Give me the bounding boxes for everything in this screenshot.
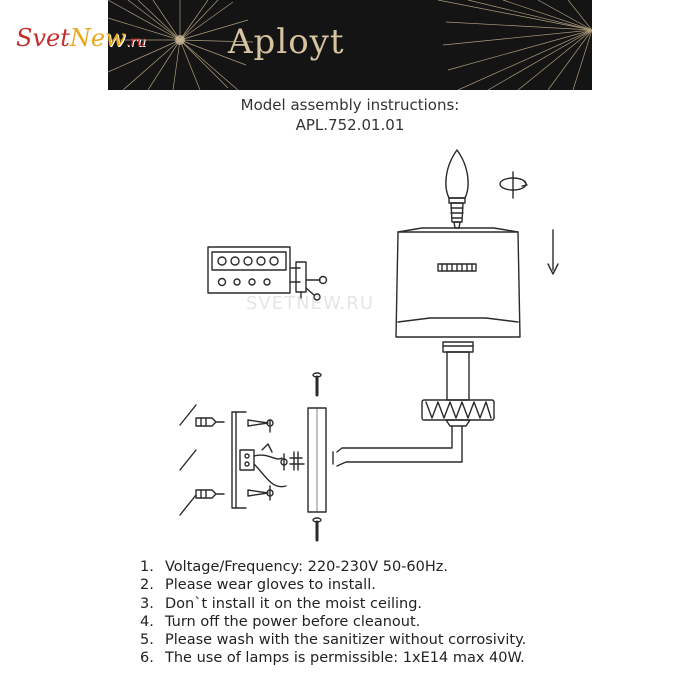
safety-notes-list [140,558,526,668]
wall-hatching [180,405,196,515]
terminal-block [240,444,304,487]
model-number: APL.752.01.01 [295,116,405,134]
bracket-screw-icon [248,486,273,500]
decorative-cup [422,400,494,426]
list-item: 4. Turn off the power before cleanout. [140,613,421,630]
lamp-shade [396,228,520,337]
page-title: Model assembly instructions: [240,96,460,114]
list-item: 2. Please wear gloves to install. [140,577,376,594]
bracket-screw-icon [248,420,273,432]
wall-dowel-icon [196,490,224,498]
candle-bulb-icon [446,150,468,228]
rotate-icon [500,172,527,198]
wall-plate [308,408,326,512]
brand-name: Aployt [228,22,345,62]
list-item: 6. The use of lamps is permissible: 1xE14 max 40W. [140,650,525,667]
site-watermark-text: SVETNEW.RU [246,293,375,314]
logo-part-tld: .ru [125,34,146,50]
screw-bottom-icon [313,518,321,540]
lamp-socket [443,342,473,400]
list-item: 1. Voltage/Frequency: 220-230V 50-60Hz. [140,559,448,575]
mounting-bracket [232,412,246,508]
screw-top-icon [313,373,321,395]
list-item: 3. Don`t install it on the moist ceiling. [140,595,423,612]
lamp-arm [333,426,462,466]
list-item: 5. Please wash with the sanitizer without corrosivity. [140,632,527,649]
logo-part-svet: Svet [16,24,70,52]
logo-part-new: New [69,24,126,52]
wall-dowel-icon [196,418,224,426]
arrow-down-icon [548,230,558,274]
